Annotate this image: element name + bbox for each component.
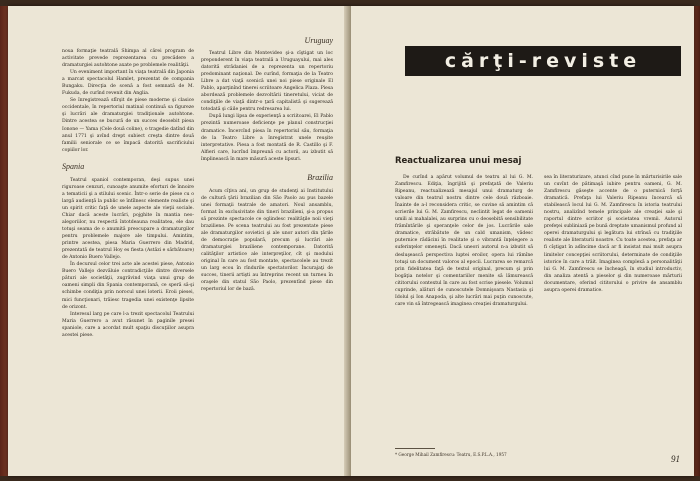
left-column-2 [201, 36, 333, 293]
right-column-2 [544, 174, 682, 294]
footnote-rule [395, 448, 435, 449]
article-title: Reactualizarea unui mesaj [395, 156, 522, 166]
heading-uruguay: Uruguay [304, 36, 333, 45]
section-banner: cărţi-reviste [405, 46, 681, 76]
right-column-1 [395, 174, 533, 308]
col2-brazilia-text: Acum cîţiva ani, un grup de studenţi ai Institutului de cultură ţării brazilian din São Paolo au pus bazele unei formaţii teatrale de amatori. Noul ansamblu, format în exclusivitate din tineri brazilieni, şi-a propus să prezinte spectacole ce oglindesc realităţile noii vieţi braziliene. Pe scena teatrului au fost prezentate piese ale dramaturgilor sovietici şi ale unor autori din ţările de democraţie populară, precum şi lucrări ale dramaturgiei braziliene contemporane. Datorită calităţilor artistice ale interpreţilor, cît şi modului original în care au fost montate, spectacolele au trezit un larg ecou în rîndurile spectatorilor. Încurajaţi de succes, tinerii artişti au întreprins recent un turneu în oraşele din statul São Paolo, prezentînd piese din repertoriul lor de bază. [201, 188, 333, 293]
col1-intro: noua formaţie teatrală Shimpa al cărei program de activitate prevede reprezentarea cu precădere a dramaturgiei autohtone axate pe problemele realităţii. [62, 49, 194, 69]
left-page [8, 6, 348, 476]
heading-brazilia: Brazilia [307, 172, 333, 182]
open-book-spread [8, 6, 694, 476]
right-col1-text: De curînd a apărut volumul de teatru al lui G. M. Zamfirescu. Ediţia, îngrijită şi prefaţată de Valeriu Ripeanu, reactualizează mesajul unui dramaturg de valoare din teatrul nostru dintre cele două războaie. Înainte de a-l reconsidera critic, se cuvine să amintim că scrierile lui G. M. Zamfirescu, neclintit legat de oamenii umili ai mahalalei, au surprins cu o deosebită sensibilitate frămîntările şi speranţele celor de jos. Lucrările sale dramatice, străbătute de un cald umanism, vădesc puternice rădăcini în realitate şi o vibrantă înţelegere a suferinţelor omeneşti. Dacă uneori autorul n-a izbutit să desluşească perspectiva luptei eroilor, opera lui rămîne totuşi un document valoros al epocii. Lucrarea se remarcă prin fidelitatea faţă de textul original, precum şi prin bogăţia notelor şi comentariilor menite să lămurească cititorului contextul în care au fost scrise piesele. Volumul cuprinde, alături de cunoscutele Domnişoara Nastasia şi Idolul şi Ion Anapoda, şi alte lucrări mai puţin cunoscute, care vin să întregească imaginea creaţiei dramaturgului. [395, 175, 533, 307]
col2-paragraph-2: După lungi lipsa de experienţă a scriitoarei, El Pablo prezintă numeroase deficienţe pe planul construcţiei dramatice. Încercînd piesa în repertoriul său, formaţia de la Teatro Libre a înregistrat unele reuşite interpretative. Piesa a fost montată de R. Castillo şi F. Alfieri care, lucrînd împreună cu actorii, au izbutit să împlinească în mare măsură aceste lipsuri. [201, 114, 333, 162]
col1-paragraph-5: În decursul celor trei acte ale acestei piese, Antonio Buero Vallejo dezvăluie contradicţiile dintre diversele pături ale societăţii, zugrăvind viaţa unui grup de oameni simpli din Spania contemporană, ce speră să-şi schimbe condiţia prin norocul unei loterii. Eroii piesei, mici funcţionari, trăiesc tragedia unei existenţe lipsite de orizont. [62, 262, 194, 310]
col1-paragraph-6: Interesul larg pe care l-a trezit spectacolul Teatrului Maria Guerrero a avut răsunet în paginile presei spaniole, care a acordat mult spaţiu discuţiilor asupra acestei piese. [62, 311, 194, 338]
col1-paragraph-3: Se înregistrează sfîrşit de piese moderne şi clasice occidentale, în repertoriul matinal continuă sa figureze şi lucrări ale dramaturgiei tradiţionale autohtone. Dintre acestea se bucură de un succes deosebit piesa Ionone — Yama (Cele două coline), o tragedie datînd din anul 1771 şi avînd drept subiect creşta dintre două familii seniorale ce se împacă datorită sacrificiului copiilor lor. [62, 98, 194, 153]
page-number: 91 [671, 454, 680, 464]
col1-spania-text: Teatrul spaniol contemporan, deşi supus unei riguroase cenzuri, cunoaşte anumite eforturi de înnoire a tematicii şi a stilului scenic. Într-o serie de piese cu o largă audienţă la public se întîlnesc elemente realiste şi un spirit critic faţă de unele aspecte ale vieţii sociale. Chiar dacă aceste lucrări, pojghite în mantia neo-alegoriilor, nu respectă întotdeauna realitatea, ele dau totuşi seama de o anumită preocupare a dramaturgilor pentru problemele majore ale timpului. Amintim, printre acestea, piesa Maria Guerrero din Madrid, prezentată de teatrul Hoy es fiesta (Astăzi e sărbătoare) de Antonio Buero Vallejo. [62, 177, 194, 261]
right-page [351, 6, 694, 476]
left-book-edge [0, 6, 8, 476]
col1-paragraph-2: Un eveniment important în viaţa teatrală din Japonia a marcat spectacolul Hamlet, prezentat de compania Bungaku. Direcţia de scenă a fost semnată de M. Fukuda, de curînd revenit din Anglia. [62, 70, 194, 97]
right-col2-text: sea în literaturizare, atunci cînd pune în mărturisirile sale un cuvînt de pătimaşă iubire pentru oameni, G. M. Zamfirescu găseşte accente de o puternică forţă dramatică. Prefaţa lui Valeriu Ripeanu încearcă să stabilească locul lui G. M. Zamfirescu în istoria teatrului nostru, analizînd temele principale ale creaţiei sale şi raportul dintre scriitor şi societatea vremii. Autorul prefeţei subliniază pe bună dreptate umanismul profund al operei dramaturgului şi legătura lui strînsă cu tradiţiile realiste ale literaturii noastre. Cu toate acestea, prefaţa ar fi cîştigat în adîncime dacă ar fi insistat mai mult asupra limitelor concepţiei scriitorului, determinate de condiţiile istorice în care a trăit. Imaginea complexă a personalităţii lui G. M. Zamfirescu se încheagă, în studiul introductiv, din analiza atentă a pieselor şi din numeroase mărturii documentare, oferind cititorului o privire de ansamblu asupra operei dramatice. [544, 175, 682, 293]
footnote: * George Mihail Zamfirescu: Teatru, E.S.P.L.A., 1957 [395, 452, 507, 457]
heading-spania: Spania [62, 161, 85, 171]
left-column-1 [62, 48, 194, 339]
col2-uruguay-text: Teatrul Libre din Montevideo şi-a cîştigat un loc preponderent în viaţa teatrală a Uruguayului, mai ales datorită strădaniei de a reprezenta un repertoriu predominant naţional. De curînd, formaţia de la Teatro Libre a dat viaţă scenică unei noi piese originale El Pablo, aparţinînd tinerei scriitoare Angelica Plaza. Piesa abordează problemele dezvoltării tineretului, viciat de condiţiile de viaţă dintr-o ţară capitalistă şi sugerează totodată şi căile pentru redresarea lui. [201, 51, 333, 113]
